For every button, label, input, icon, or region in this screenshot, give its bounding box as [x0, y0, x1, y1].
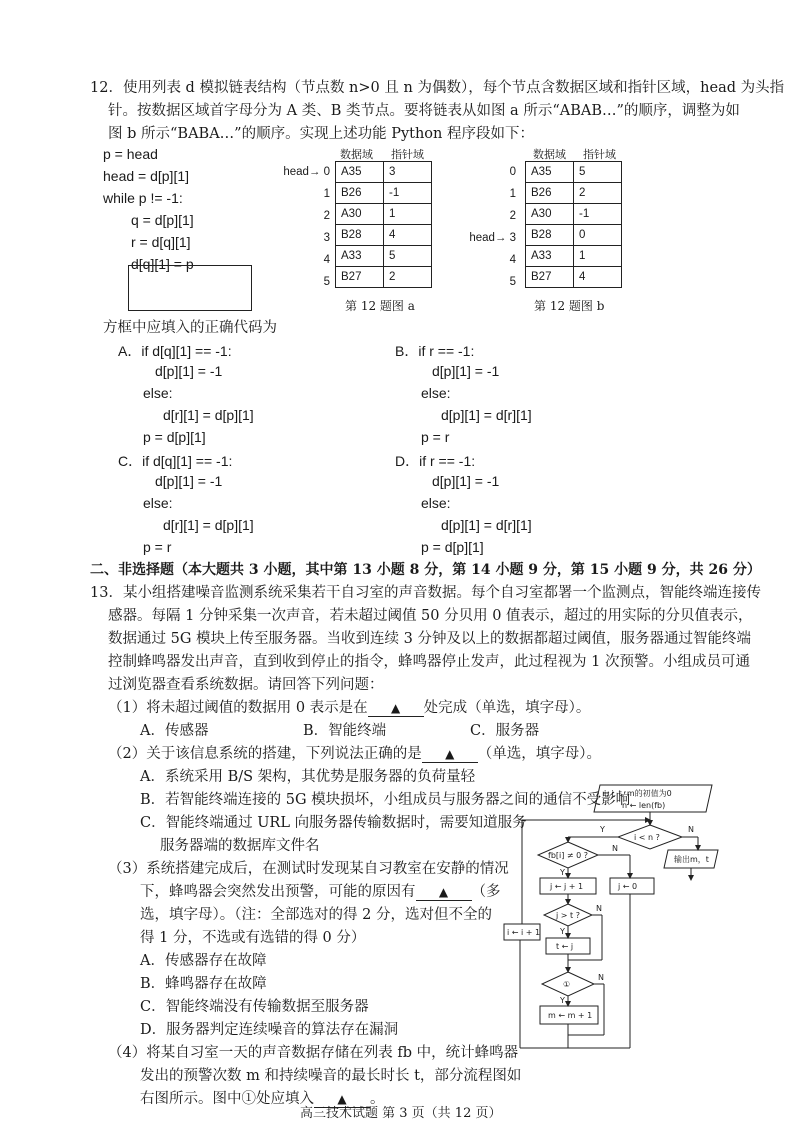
table-cell: 0 [574, 225, 622, 246]
flow-no-label: N [612, 844, 618, 853]
table-cell: B27 [336, 267, 384, 288]
row-index: 4 [323, 254, 330, 266]
row-index: 3 [323, 232, 330, 244]
table-row [526, 162, 622, 183]
option-c-line-4: d[r][1] = d[p][1] [163, 517, 254, 533]
table-cell: B28 [526, 225, 574, 246]
flow-set-t-text: t ← j [556, 942, 574, 951]
code-line-3: while p != -1: [103, 190, 183, 206]
option-a-line-5: p = d[p][1] [143, 429, 206, 445]
table-cell: A30 [526, 204, 574, 225]
option-c-line-3: else: [143, 495, 173, 511]
q13-part4-tail: 。 [370, 1091, 385, 1107]
table-cell: B27 [526, 267, 574, 288]
flow-cond2-text: fb[i] ≠ 0 ? [548, 851, 589, 860]
table-row [526, 204, 622, 225]
q12-stem-line-3: 图 b 所示“BABA…”的顺序。实现上述功能 Python 程序段如下： [108, 126, 534, 142]
linked-list-table-b [525, 161, 622, 288]
table-cell: A33 [336, 246, 384, 267]
flow-init-line-2: n ← len(fb) [622, 801, 666, 810]
head-pointer-label: head→ 0 [283, 166, 330, 178]
answer-blank-2[interactable]: ▲ [422, 746, 478, 763]
code-line-5: r = d[q][1] [131, 234, 191, 250]
q13-part1-option-c: C．服务器 [470, 723, 540, 739]
table-cell: 5 [384, 246, 432, 267]
flow-no-label: N [688, 825, 694, 834]
table-a-header-data: 数据域 [340, 148, 373, 161]
table-row [336, 183, 432, 204]
table-b-header-data: 数据域 [533, 148, 566, 161]
row-index: 4 [509, 254, 516, 266]
q13-stem-line-5: 过浏览器查看系统数据。请回答下列问题： [108, 677, 384, 693]
table-cell: A35 [336, 162, 384, 183]
option-c-line-5: p = r [143, 539, 172, 555]
q13-part2-option-c: C．智能终端通过 URL 向服务器传输数据时，需要知道服务 [140, 815, 527, 831]
answer-blank-4[interactable]: ▲ [314, 1091, 370, 1108]
q13-part2-text: （2）关于该信息系统的搭建，下列说法正确的是 [108, 746, 422, 762]
head-pointer-label: head→ 3 [469, 232, 516, 244]
section-heading: 二、非选择题（本大题共 3 小题，其中第 13 小题 8 分，第 14 小题 9 分，第 15 小题 9 分，共 26 分） [90, 562, 761, 578]
q13-part1-option-b: B．智能终端 [303, 723, 387, 739]
table-cell: B26 [336, 183, 384, 204]
table-cell: 3 [384, 162, 432, 183]
flow-cond1-text: i < n ? [634, 833, 660, 842]
linked-list-table-a [335, 161, 432, 288]
q13-part3-line-2 [140, 882, 501, 902]
q13-part1 [108, 698, 590, 718]
option-d-line-4: d[p][1] = d[r][1] [441, 517, 532, 533]
option-b-line-3: else: [421, 385, 451, 401]
table-cell: A30 [336, 204, 384, 225]
table-cell: 2 [574, 183, 622, 204]
q13-stem-line-1: 13．某小组搭建噪音监测系统采集若干自习室的声音数据。每个自习室都署一个监测点，智能终端连接传 [90, 585, 761, 601]
option-a-line-3: else: [143, 385, 173, 401]
q13-stem-line-3: 数据通过 5G 模块上传至服务器。当收到连续 3 分钟及以上的数据都超过阈值，服务器通过智能终端 [108, 631, 751, 647]
q13-part3-line-4: 得 1 分，不选或有选错的得 0 分） [140, 930, 366, 946]
table-a-header-pointer: 指针域 [391, 148, 424, 161]
table-cell: 1 [574, 246, 622, 267]
q13-part3-tail: （多 [471, 884, 501, 900]
flow-output-text: 输出m，t [674, 855, 709, 864]
table-cell: B28 [336, 225, 384, 246]
table-cell: A35 [526, 162, 574, 183]
q13-part4-line-1: （4）将某自习室一天的声音数据存储在列表 fb 中，统计蜂鸣器 [108, 1045, 519, 1061]
row-index: 0 [509, 166, 516, 178]
q13-part2-option-c-cont: 服务器端的数据库文件名 [160, 838, 320, 854]
q13-part1-option-a: A．传感器 [140, 723, 209, 739]
q12-prompt: 方框中应填入的正确代码为 [103, 320, 277, 336]
q13-part3-option-d: D．服务器判定连续噪音的算法存在漏洞 [140, 1022, 399, 1038]
flow-init-line-1: i, j, t, m的初值为0 [604, 789, 672, 798]
table-b-indices [466, 161, 516, 293]
option-c-line-1: C．if d[q][1] == -1: [118, 453, 233, 469]
option-d-line-1: D．if r == -1: [395, 453, 476, 469]
row-index: 5 [509, 276, 516, 288]
q13-part2-option-b: B．若智能终端连接的 5G 模块损坏，小组成员与服务器之间的通信不受影响 [140, 792, 631, 808]
table-cell: 1 [384, 204, 432, 225]
option-b-line-5: p = r [421, 429, 450, 445]
q13-part3-line-1: （3）系统搭建完成后，在测试时发现某自习教室在安静的情况 [108, 861, 509, 877]
table-cell: 4 [574, 267, 622, 288]
q13-part2-option-a: A．系统采用 B/S 架构，其优势是服务器的负荷量轻 [140, 769, 476, 785]
flow-inc-m-text: m ← m + 1 [548, 1011, 593, 1020]
option-b-line-2: d[p][1] = -1 [432, 363, 500, 379]
flow-yes-label: Y [560, 868, 565, 877]
table-cell: 2 [384, 267, 432, 288]
q13-part4-text: 右图所示。图中①处应填入 [140, 1091, 314, 1107]
table-row [336, 225, 432, 246]
table-cell: 4 [384, 225, 432, 246]
option-a-line-2: d[p][1] = -1 [155, 363, 223, 379]
table-row [336, 246, 432, 267]
q13-part2 [108, 744, 601, 764]
flow-reset-j-text: j ← 0 [618, 882, 638, 891]
flow-no-label: N [598, 973, 604, 982]
q13-part3-text: 下，蜂鸣器会突然发出预警，可能的原因有 [140, 884, 416, 900]
page-footer: 高三技术试题 第 3 页（共 12 页） [300, 1106, 502, 1121]
flow-inc-j-text: j ← j + 1 [550, 882, 584, 891]
option-d-line-5: p = d[p][1] [421, 539, 484, 555]
table-cell: -1 [574, 204, 622, 225]
flowchart [500, 780, 720, 1100]
table-cell: A33 [526, 246, 574, 267]
option-d-line-2: d[p][1] = -1 [432, 473, 500, 489]
row-index: 1 [323, 188, 330, 200]
q13-part3-option-c: C．智能终端没有传输数据至服务器 [140, 999, 369, 1015]
option-d-line-3: else: [421, 495, 451, 511]
table-b-header-pointer: 指针域 [583, 148, 616, 161]
table-cell: B26 [526, 183, 574, 204]
code-line-6: d[q][1] = p [131, 256, 194, 272]
flow-yes-label: Y [560, 927, 565, 936]
table-row [526, 267, 622, 288]
answer-blank-3[interactable]: ▲ [416, 884, 472, 901]
flow-cond4-text: ① [563, 980, 571, 989]
q13-part3-line-3: 选，填字母）。（注：全部选对的得 2 分，选对但不全的 [140, 907, 492, 923]
q13-part3-option-b: B．蜂鸣器存在故障 [140, 976, 267, 992]
code-line-2: head = d[p][1] [103, 168, 190, 184]
row-index: 5 [323, 276, 330, 288]
q12-stem-line-1: 12．使用列表 d 模拟链表结构（节点数 n>0 且 n 为偶数），每个节点含数据区域和指针区域，head 为头指 [90, 80, 785, 96]
table-cell: 5 [574, 162, 622, 183]
table-a-indices [280, 161, 330, 293]
code-line-1: p = head [103, 146, 158, 162]
q13-stem-line-2: 感器。每隔 1 分钟采集一次声音，若未超过阈值 50 分贝用 0 值表示，超过的用实际的分贝值表示， [108, 608, 753, 624]
table-row [336, 267, 432, 288]
flow-yes-label: Y [560, 996, 565, 1005]
option-c-line-2: d[p][1] = -1 [155, 473, 223, 489]
flow-no-label: N [596, 904, 602, 913]
table-cell: -1 [384, 183, 432, 204]
q13-part3-option-a: A．传感器存在故障 [140, 953, 267, 969]
row-index: 2 [509, 210, 516, 222]
option-b-line-1: B．if r == -1: [395, 343, 475, 359]
table-a-caption: 第 12 题图 a [345, 299, 415, 313]
table-row [526, 225, 622, 246]
q13-part1-text: （1）将未超过阈值的数据用 0 表示是在 [108, 700, 368, 716]
option-b-line-4: d[p][1] = d[r][1] [441, 407, 532, 423]
flow-inc-i-text: i ← i + 1 [507, 928, 541, 937]
table-b-caption: 第 12 题图 b [534, 299, 605, 313]
table-row [526, 246, 622, 267]
code-line-4: q = d[p][1] [131, 212, 194, 228]
q13-part4-line-2: 发出的预警次数 m 和持续噪音的最长时长 t，部分流程图如 [140, 1068, 522, 1084]
flow-yes-label: Y [600, 825, 605, 834]
row-index: 1 [509, 188, 516, 200]
q12-stem-line-2: 针。按数据区域首字母分为 A 类、B 类节点。要将链表从如图 a 所示“ABAB…”的顺序，调整为如 [108, 103, 740, 119]
option-a-line-4: d[r][1] = d[p][1] [163, 407, 254, 423]
q13-part2-tail: （单选，填字母）。 [477, 746, 601, 762]
row-index: 2 [323, 210, 330, 222]
flow-cond3-text: j > t ? [556, 911, 580, 920]
table-row [336, 162, 432, 183]
option-a-line-1: A．if d[q][1] == -1: [118, 343, 232, 359]
answer-box[interactable] [128, 265, 252, 311]
table-row [526, 183, 622, 204]
table-row [336, 204, 432, 225]
q13-part1-tail: 处完成（单选，填字母）。 [423, 700, 591, 716]
q13-stem-line-4: 控制蜂鸣器发出声音，直到收到停止的指令，蜂鸣器停止发声，此过程视为 1 次预警。小组成员可通 [108, 654, 750, 670]
answer-blank-1[interactable]: ▲ [368, 700, 424, 717]
